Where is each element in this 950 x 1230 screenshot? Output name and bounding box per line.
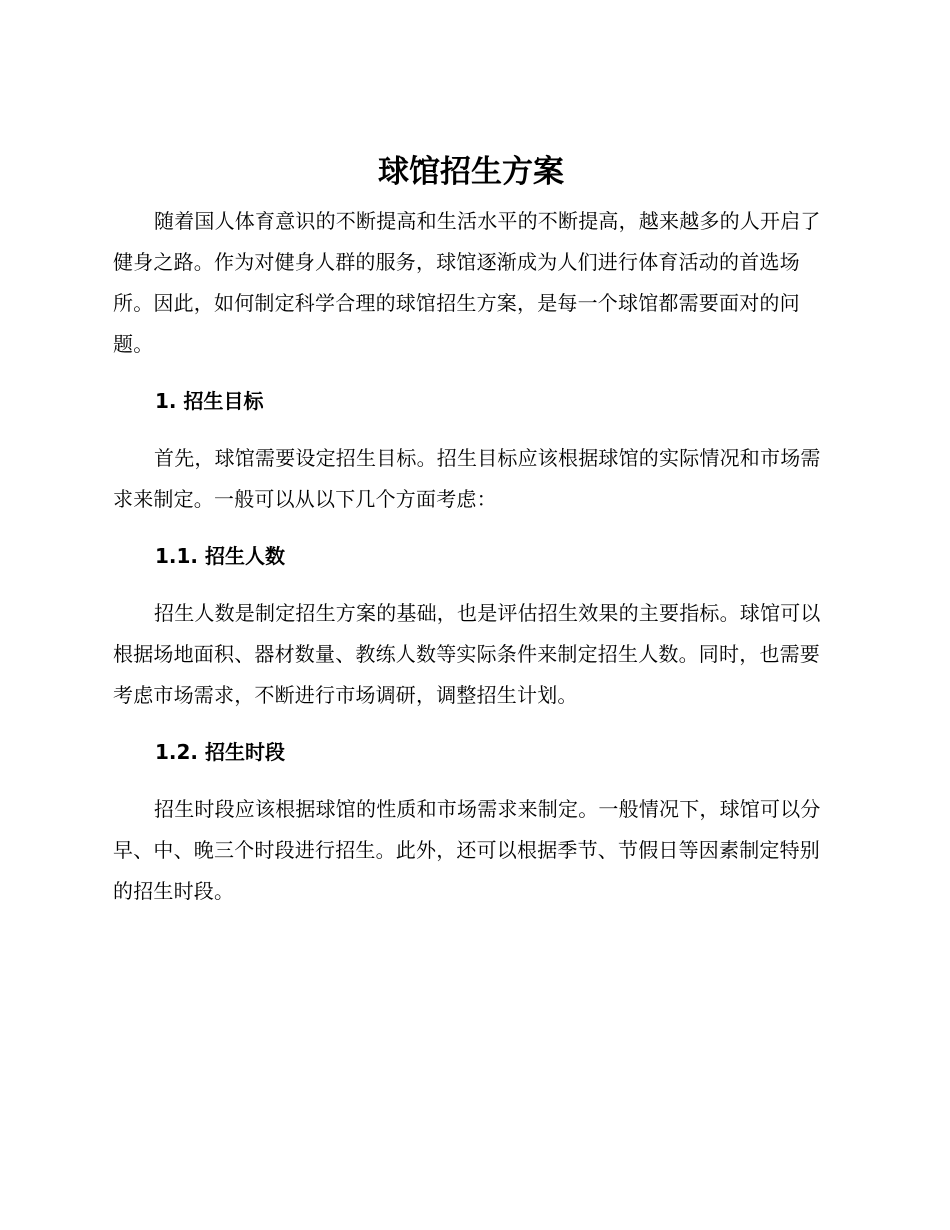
- section-body-enrollment-time: 招生时段应该根据球馆的性质和市场需求来制定。一般情况下，球馆可以分早、中、晚三个时段进行招生。此外，还可以根据季节、节假日等因素制定特别的招生时段。: [113, 797, 821, 903]
- section-heading-enrollment-time: 1.2. 招生时段: [155, 740, 285, 764]
- document-title: 球馆招生方案: [378, 154, 564, 190]
- intro-paragraph: 随着国人体育意识的不断提高和生活水平的不断提高，越来越多的人开启了健身之路。作为对健身人群的服务，球馆逐渐成为人们进行体育活动的首选场所。因此，如何制定科学合理的球馆招生方案，是每一个球馆都需要面对的问题。: [113, 209, 821, 356]
- section-heading-enrollment-count: 1.1. 招生人数: [155, 544, 285, 568]
- section-heading-goal: 1. 招生目标: [155, 389, 264, 413]
- section-body-enrollment-count: 招生人数是制定招生方案的基础，也是评估招生效果的主要指标。球馆可以根据场地面积、器材数量、教练人数等实际条件来制定招生人数。同时，也需要考虑市场需求，不断进行市场调研，调整招生计划。: [113, 601, 821, 707]
- section-body-goal: 首先，球馆需要设定招生目标。招生目标应该根据球馆的实际情况和市场需求来制定。一般可以从以下几个方面考虑：: [113, 446, 821, 511]
